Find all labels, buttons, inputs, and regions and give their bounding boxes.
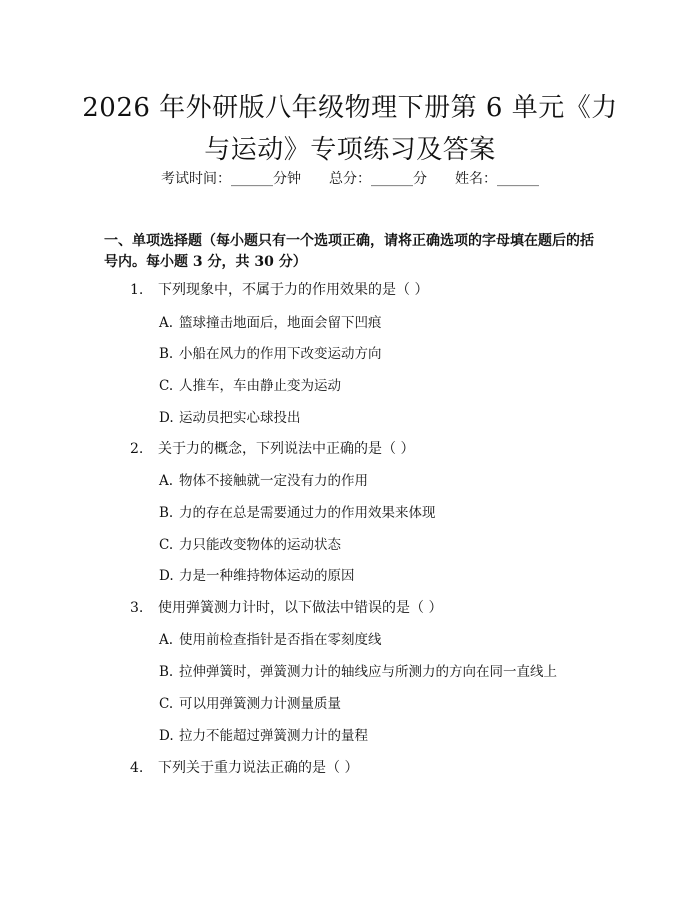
page-title-line2: 与运动》专项练习及答案 (204, 135, 496, 165)
option-2a (159, 471, 368, 491)
question-number: 4. (130, 760, 144, 776)
option-3a (159, 630, 382, 650)
option-1a (159, 313, 382, 333)
option-2d (159, 566, 355, 586)
option-letter: D. (159, 410, 174, 426)
option-letter: A. (159, 473, 174, 489)
option-text: 拉伸弹簧时，弹簧测力计的轴线应与所测力的方向在同一直线上 (179, 664, 557, 680)
option-text: 篮球撞击地面后，地面会留下凹痕 (179, 315, 382, 331)
page-title-line1: 2026 年外研版八年级物理下册第 6 单元《力 (82, 93, 618, 123)
option-letter: B. (159, 346, 174, 362)
question-1 (130, 280, 428, 300)
option-letter: C. (159, 696, 174, 712)
question-number: 2. (130, 441, 144, 457)
exam-score: 总分：______分 (329, 171, 427, 187)
option-text: 可以用弹簧测力计测量质量 (179, 696, 341, 712)
option-text: 力的存在总是需要通过力的作用效果来体现 (179, 505, 436, 521)
option-text: 人推车，车由静止变为运动 (179, 378, 341, 394)
option-text: 拉力不能超过弹簧测力计的量程 (179, 728, 368, 744)
option-text: 使用前检查指针是否指在零刻度线 (179, 632, 382, 648)
option-2c (159, 535, 341, 555)
option-letter: A. (159, 632, 174, 648)
option-1d (159, 408, 301, 428)
section-heading-line1: 一、单项选择题（每小题只有一个选项正确，请将正确选项的字母填在题后的括 (104, 233, 594, 249)
section-heading-line2: 号内。每小题 3 分，共 30 分） (104, 254, 307, 270)
question-text: 下列现象中，不属于力的作用效果的是（ ） (158, 282, 429, 298)
question-3 (130, 598, 442, 618)
option-3b (159, 662, 557, 682)
exam-time: 考试时间：______分钟 (161, 171, 301, 187)
question-text: 关于力的概念，下列说法中正确的是（ ） (158, 441, 415, 457)
option-3d (159, 726, 368, 746)
option-letter: B. (159, 505, 174, 521)
exam-info (0, 169, 700, 189)
option-2b (159, 503, 436, 523)
option-1c (159, 376, 341, 396)
option-letter: C. (159, 378, 174, 394)
option-letter: A. (159, 315, 174, 331)
option-text: 力是一种维持物体运动的原因 (179, 568, 355, 584)
question-number: 1. (130, 282, 144, 298)
question-number: 3. (130, 600, 144, 616)
question-text: 下列关于重力说法正确的是（ ） (158, 760, 359, 776)
option-letter: D. (159, 728, 174, 744)
option-letter: B. (159, 664, 174, 680)
option-letter: D. (159, 568, 174, 584)
option-text: 小船在风力的作用下改变运动方向 (179, 346, 382, 362)
option-1b (159, 344, 382, 364)
question-text: 使用弹簧测力计时，以下做法中错误的是（ ） (158, 600, 443, 616)
option-text: 运动员把实心球投出 (179, 410, 301, 426)
question-2 (130, 439, 414, 459)
exam-name: 姓名：______ (455, 171, 539, 187)
option-text: 力只能改变物体的运动状态 (179, 537, 341, 553)
option-3c (159, 694, 341, 714)
option-letter: C. (159, 537, 174, 553)
question-4 (130, 758, 358, 778)
option-text: 物体不接触就一定没有力的作用 (179, 473, 368, 489)
